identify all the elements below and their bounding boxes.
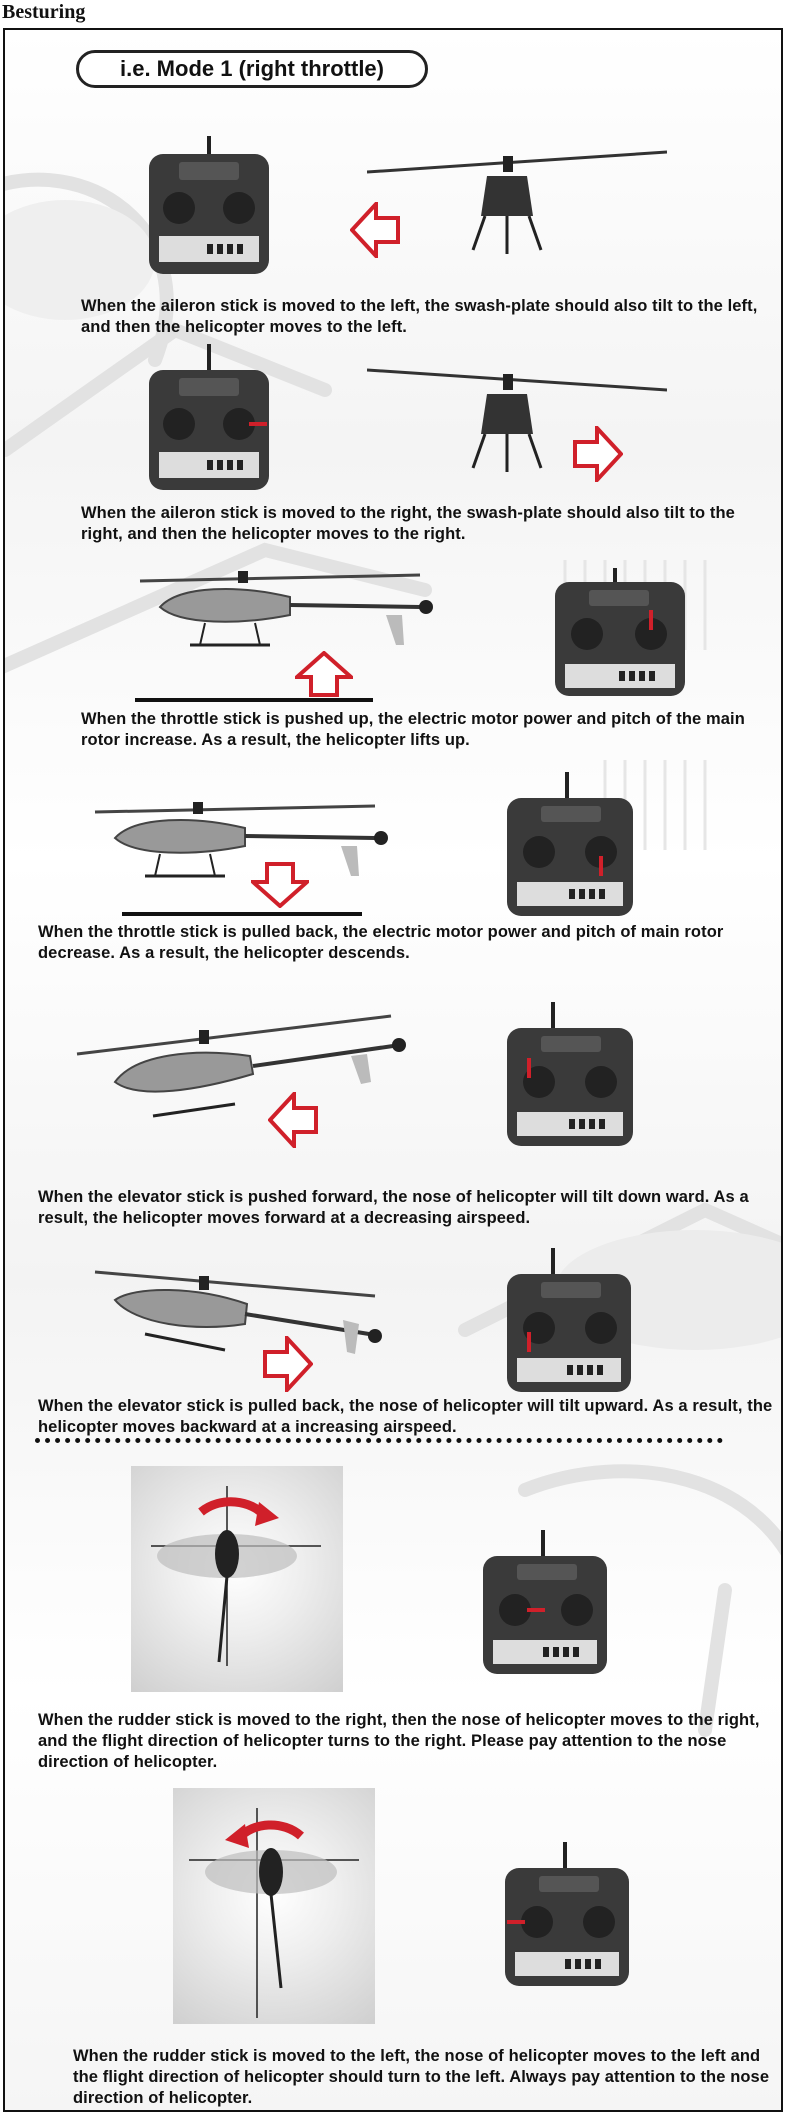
- section-text-aileron-left: When the aileron stick is moved to the left, the swash-plate should also tilt to the left, and then the helicopter moves to the left.: [81, 297, 758, 336]
- transmitter-icon: [507, 1248, 633, 1398]
- section-text-elevator-back: When the elevator stick is pulled back, the nose of helicopter will tilt upward. As a result, the helicopter moves backward at a increasing airspeed.: [38, 1397, 773, 1436]
- helicopter-front-icon: [367, 146, 667, 256]
- helicopter-side-icon: [75, 1008, 415, 1128]
- direction-arrow-up-icon: [295, 651, 353, 697]
- mode-label: i.e. Mode 1 (right throttle): [76, 50, 428, 88]
- ground-line: [122, 912, 362, 916]
- helicopter-side-icon: [120, 545, 440, 655]
- direction-arrow-right-icon: [263, 1336, 313, 1392]
- section-text-elevator-forward: When the elevator stick is pushed forward, the nose of helicopter will tilt down ward. As a result, the helicopter moves forward at a decreasing airspeed.: [38, 1188, 749, 1227]
- helicopter-top-view-photo: [131, 1466, 343, 1692]
- transmitter-icon: [505, 1842, 631, 1992]
- page-title: Besturing: [2, 1, 86, 23]
- helicopter-top-view-photo: [173, 1788, 375, 2024]
- section-text-throttle-up: When the throttle stick is pushed up, the electric motor power and pitch of the main rotor increase. As a result, the helicopter lifts up.: [81, 710, 745, 749]
- section-text-rudder-left: When the rudder stick is moved to the left, the nose of helicopter moves to the left and the flight direction of helicopter should turn to the left. Always pay attention to the nose direction of helicopter.: [73, 2047, 770, 2107]
- direction-arrow-left-icon: [268, 1092, 318, 1148]
- direction-arrow-right-icon: [573, 426, 623, 482]
- transmitter-icon: [149, 136, 269, 276]
- ground-line: [135, 698, 373, 702]
- helicopter-side-icon: [75, 776, 395, 886]
- transmitter-icon: [507, 1002, 637, 1152]
- section-divider: [35, 1438, 723, 1443]
- transmitter-icon: [507, 772, 637, 922]
- section-text-rudder-right: When the rudder stick is moved to the right, then the nose of helicopter moves to the right, and the flight direction of helicopter turns to the right. Please pay attention to the nose direction of helicopter.: [38, 1711, 760, 1771]
- section-text-throttle-down: When the throttle stick is pulled back, the electric motor power and pitch of main rotor decrease. As a result, the helicopter descends.: [38, 923, 724, 962]
- transmitter-icon: [555, 568, 685, 698]
- transmitter-icon: [483, 1530, 609, 1680]
- helicopter-side-icon: [75, 1252, 395, 1362]
- section-text-aileron-right: When the aileron stick is moved to the right, the swash-plate should also tilt to the right, and then the helicopter moves to the right.: [81, 504, 735, 543]
- instruction-frame: [3, 28, 783, 2112]
- direction-arrow-down-icon: [251, 862, 309, 908]
- transmitter-icon: [149, 344, 269, 494]
